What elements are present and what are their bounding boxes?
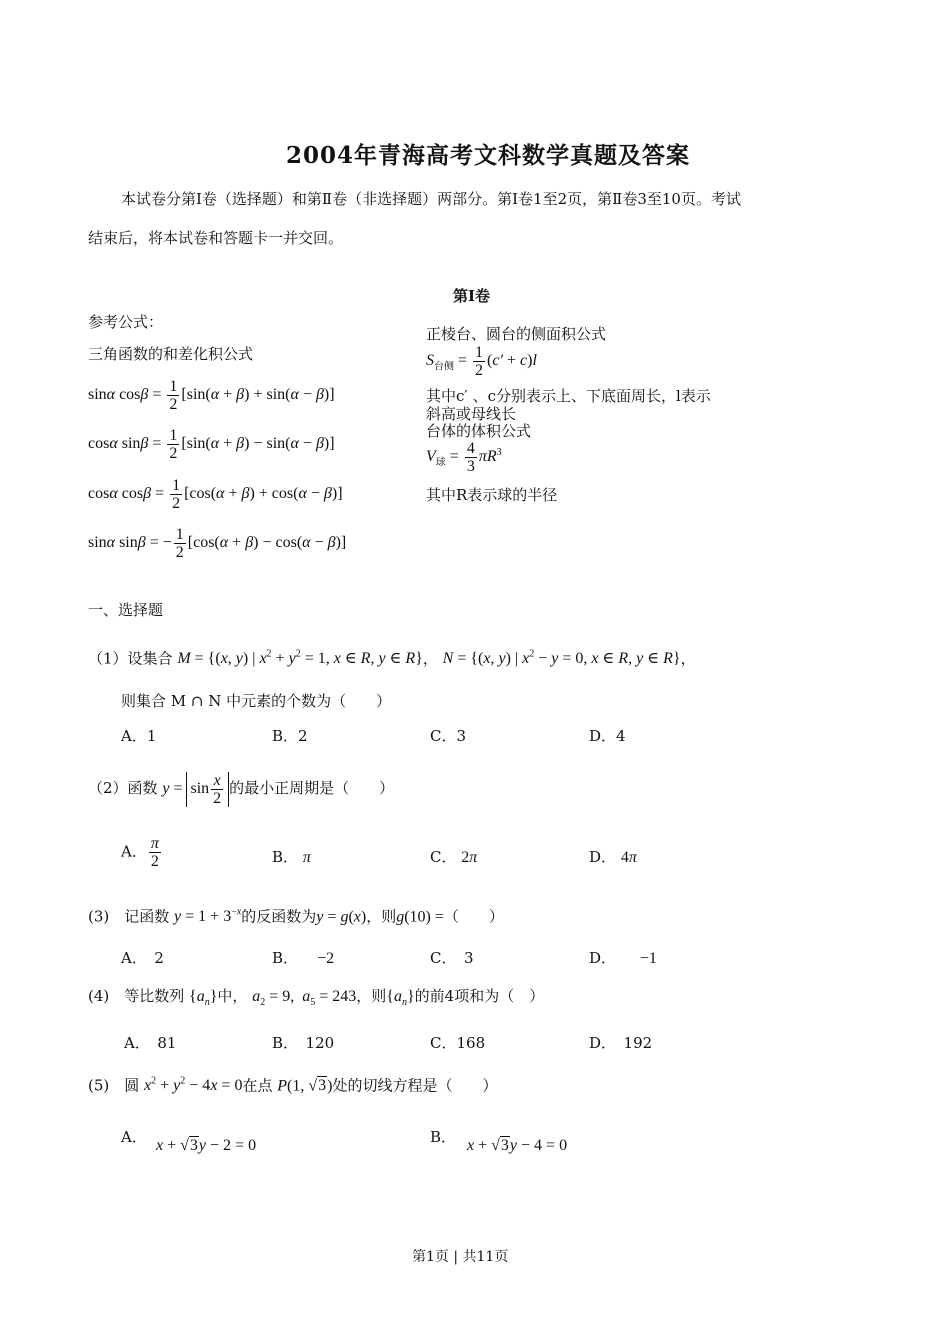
section-title: 第Ⅰ卷 <box>453 287 491 305</box>
question-3-stem: (3) 记函数 $y = 1 + 3^{-x}$的反函数为y = g(x)，则g(10) =（ ） <box>88 907 504 926</box>
frustum-note-line2: 斜高或母线长 <box>426 405 517 423</box>
question-1-line2: 则集合 M ∩ N 中元素的个数为（ ） <box>121 692 392 710</box>
trig-formulas-label: 三角函数的和差化积公式 <box>88 345 254 363</box>
question-2-option-a[interactable]: A． $\frac{\pi}{2}$ <box>121 835 159 870</box>
set-m-expression: M = {(x, y) | $x^2 + y^2 = 1$, x ∈ R, y ∈ R} <box>177 649 423 668</box>
intro-paragraph-line2: 结束后，将本试卷和答题卡一并交回。 <box>88 229 344 247</box>
frustum-area-formula: $S_{台侧}$ = $\frac{1}{2}$ (c′ + c)l <box>426 344 537 379</box>
question-3-option-a[interactable]: A． 2 <box>121 949 164 967</box>
question-5-stem: (5) 圆 $x^2 + y^2 - 4x = 0$在点 P(1, √3)处的切线方程是（ ） <box>88 1076 498 1095</box>
question-1-prefix: （1）设集合 <box>88 649 173 668</box>
question-3-option-c[interactable]: C． 3 <box>430 949 474 967</box>
sphere-note: 其中R表示球的半径 <box>426 486 558 504</box>
question-5-option-a-label[interactable]: A． <box>121 1128 147 1146</box>
question-4-option-a[interactable]: A． 81 <box>124 1034 177 1052</box>
frustum-note-line1: 其中c′ 、c分别表示上、下底面周长，l表示 <box>426 387 711 405</box>
question-2-option-d[interactable]: D． 4π <box>589 848 637 866</box>
question-4-option-c[interactable]: C．168 <box>430 1034 486 1052</box>
question-5-option-b-label[interactable]: B． <box>430 1128 457 1146</box>
question-1-option-b[interactable]: B．2 <box>272 727 308 745</box>
trig-formula-3: cosα cosβ = $\frac{1}{2}$ [cos(α + β) + cos(α − β)] <box>88 477 343 512</box>
question-1-stem: （1）设集合 M = {(x, y) | $x^2 + y^2 = 1$, x ∈ R, y ∈ R}， N = {(x, y) | $x^2 - y = 0$, x ∈ R, y ∈ R}， <box>88 649 696 668</box>
question-3-option-d[interactable]: D． −1 <box>589 949 657 967</box>
question-1-option-c[interactable]: C．3 <box>430 727 467 745</box>
volume-label: 台体的体积公式 <box>426 422 532 440</box>
question-4-option-d[interactable]: D． 192 <box>589 1034 653 1052</box>
part-heading: 一、选择题 <box>88 601 164 619</box>
frustum-area-label: 正棱台、圆台的侧面积公式 <box>426 325 607 343</box>
question-2-option-b[interactable]: B． π <box>272 848 311 866</box>
question-5-option-a-formula: x + √3y − 2 = 0 <box>156 1137 257 1154</box>
question-4-stem: (4) 等比数列 $\{a_n\}$中， $a_2 = 9$, $a_5 = 243$，则$\{a_n\}$的前4项和为（ ） <box>88 987 545 1009</box>
question-5-option-b-formula: x + √3y − 4 = 0 <box>467 1137 568 1154</box>
trig-formula-4: sinα sinβ = − $\frac{1}{2}$ [cos(α + β) − cos(α − β)] <box>88 526 347 561</box>
reference-formulas-label: 参考公式： <box>88 313 164 331</box>
question-1-option-d[interactable]: D．4 <box>589 727 626 745</box>
intro-paragraph-line1: 本试卷分第Ⅰ卷（选择题）和第Ⅱ卷（非选择题）两部分。第Ⅰ卷1至2页，第Ⅱ卷3至10页。考试 <box>121 190 741 208</box>
sphere-volume-formula: $V_球$ = $\frac{4}{3}$ $\pi R^3$ <box>426 440 502 475</box>
set-n-expression: N = {(x, y) | $x^2 - y = 0$, x ∈ R, y ∈ R} <box>442 649 681 668</box>
question-4-option-b[interactable]: B． 120 <box>272 1034 335 1052</box>
question-2-stem: （2）函数 y = sin $\frac{x}{2}$ 的最小正周期是（ ） <box>88 772 395 807</box>
page-title: 2004年青海高考文科数学真题及答案 <box>286 142 691 169</box>
question-1-option-a[interactable]: A．1 <box>121 727 157 745</box>
question-3-option-b[interactable]: B． −2 <box>272 949 335 967</box>
page-footer: 第1页 | 共11页 <box>412 1249 509 1265</box>
question-2-option-c[interactable]: C． 2π <box>430 848 478 866</box>
trig-formula-1: sinα cosβ = $\frac{1}{2}$ [sin(α + β) + sin(α − β)] <box>88 378 335 413</box>
trig-formula-2: cosα sinβ = $\frac{1}{2}$ [sin(α + β) − sin(α − β)] <box>88 427 335 462</box>
